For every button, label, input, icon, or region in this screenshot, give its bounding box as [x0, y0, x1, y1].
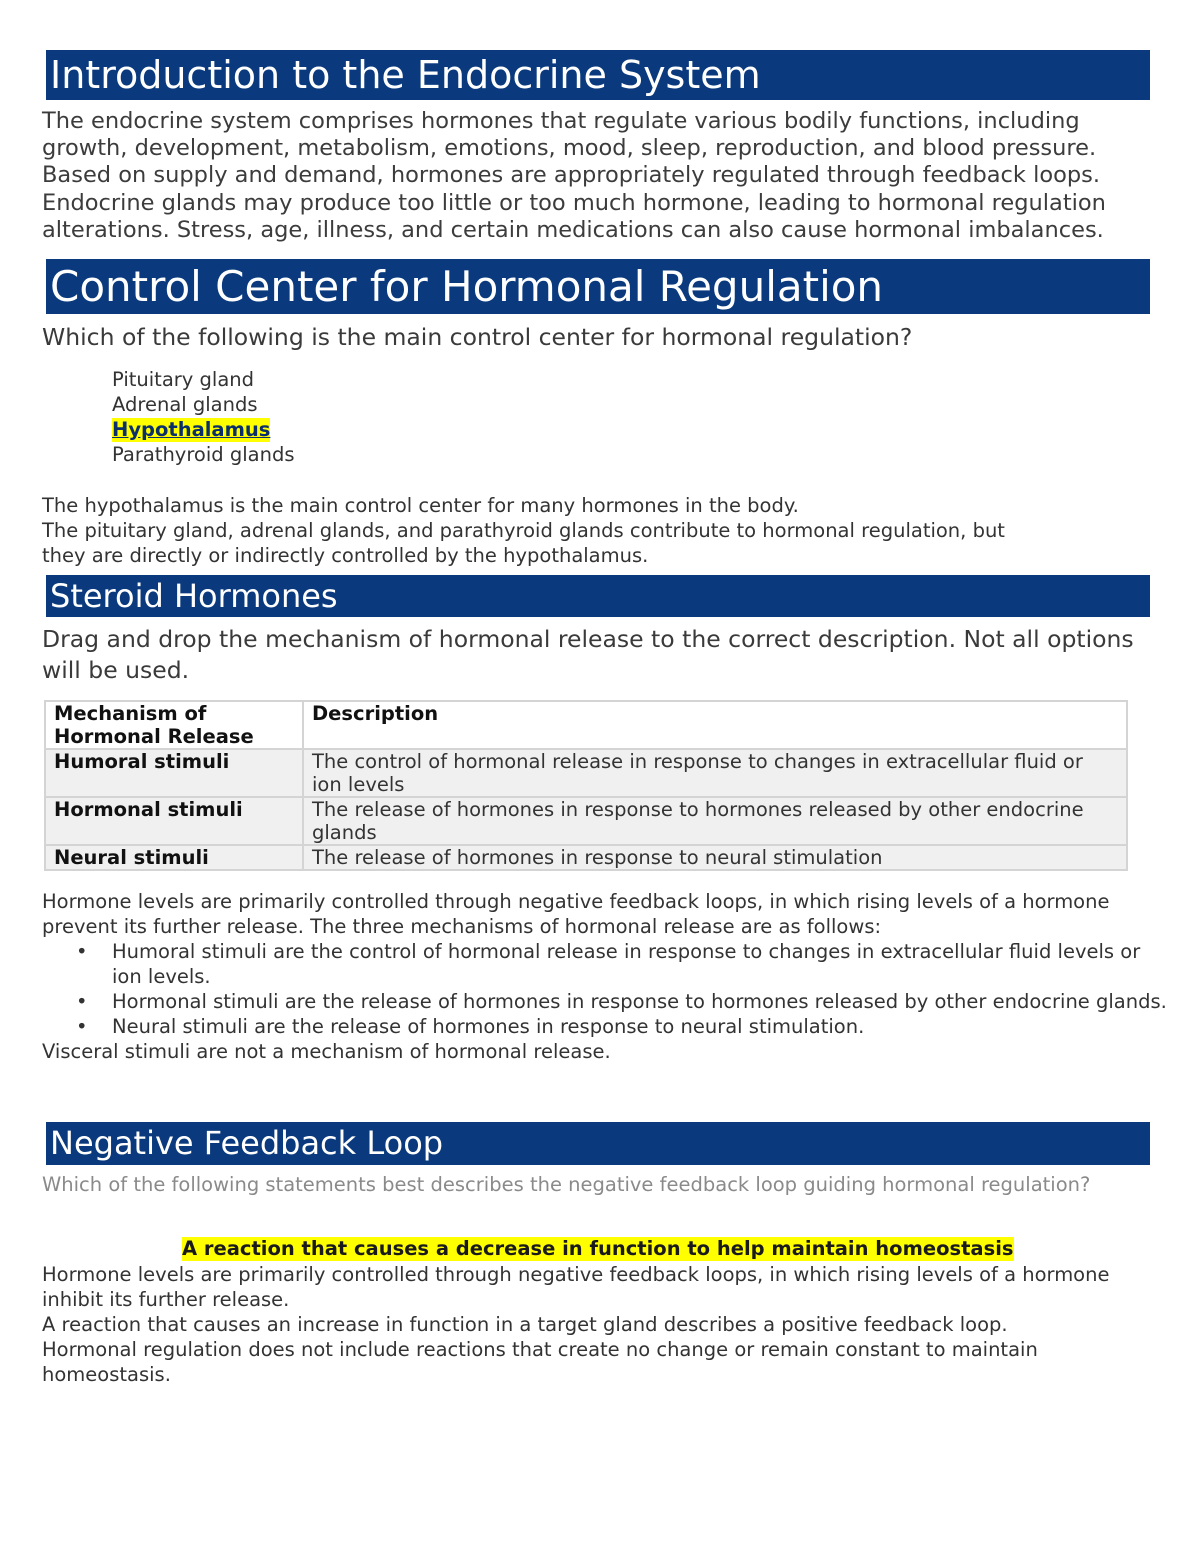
answer-options — [112, 367, 295, 467]
question-text: Which of the following is the main control center for hormonal regulation? — [42, 323, 913, 351]
description-cell: The release of hormones in response to neural stimulation — [303, 845, 1127, 870]
answer-option[interactable]: Parathyroid glands — [112, 443, 295, 466]
text-line: Endocrine glands may produce too little or too much hormone, leading to hormonal regulation — [42, 189, 1106, 216]
mechanism-table — [44, 700, 1128, 871]
section-banner-intro — [46, 50, 1150, 100]
section-title: Steroid Hormones — [50, 577, 338, 615]
list-item-text: Hormonal stimuli are the release of hormones in response to hormones released by other endocrine glands. — [112, 990, 1167, 1013]
answer-option[interactable]: Adrenal glands — [112, 393, 258, 416]
text-line: The endocrine system comprises hormones that regulate various bodily functions, including — [42, 108, 1080, 134]
mechanism-cell[interactable]: Neural stimuli — [45, 845, 303, 870]
list-item — [42, 939, 1167, 989]
text-block: Hormone levels are primarily controlled through negative feedback loops, in which rising levels of a hormone prevent its further release. The three mechanisms of hormonal release are as follows: — [42, 890, 1110, 938]
table-row — [45, 797, 1127, 845]
section-title: Control Center for Hormonal Regulation — [50, 262, 884, 311]
table-row — [45, 749, 1127, 797]
table-header-row — [45, 701, 1127, 749]
text-line: alterations. Stress, age, illness, and certain medications can also cause hormonal imbalances. — [42, 216, 1104, 243]
text-line: Based on supply and demand, hormones are appropriately regulated through feedback loops. — [42, 162, 1101, 189]
column-header: Mechanism of Hormonal Release — [45, 701, 303, 749]
text-line: Visceral stimuli are not a mechanism of hormonal release. — [42, 1040, 611, 1063]
mechanism-cell[interactable]: Hormonal stimuli — [45, 797, 303, 845]
column-header: Description — [303, 701, 1127, 749]
question-text: Which of the following statements best describes the negative feedback loop guiding hormonal regulation? — [42, 1173, 1091, 1196]
intro-paragraph — [42, 108, 1172, 244]
text-block: Hormone levels are primarily controlled through negative feedback loops, in which rising levels of a hormone inhibit its further release. — [42, 1263, 1110, 1311]
explanation-paragraph — [42, 1262, 1167, 1387]
answer-option-correct[interactable]: Hypothalamus — [112, 418, 271, 441]
table-row — [45, 845, 1127, 870]
explanation-paragraph — [42, 889, 1167, 1064]
description-cell: The control of hormonal release in response to changes in extracellular fluid or ion levels — [303, 749, 1127, 797]
text-line: The pituitary gland, adrenal glands, and parathyroid glands contribute to hormonal regulation, but — [42, 519, 1005, 542]
bullet-icon: • — [76, 940, 88, 963]
section-banner-control-center — [46, 259, 1150, 314]
mechanism-cell[interactable]: Humoral stimuli — [45, 749, 303, 797]
list-item — [42, 989, 1167, 1014]
text-block: Hormonal regulation does not include reactions that create no change or remain constant to maintain homeostasis. — [42, 1338, 1038, 1386]
text-line: growth, development, metabolism, emotions, mood, sleep, reproduction, and blood pressure. — [42, 135, 1097, 162]
bullet-icon: • — [76, 1015, 88, 1038]
list-item-text: Humoral stimuli are the control of hormonal release in response to changes in extracellular fluid levels or ion levels. — [112, 940, 1141, 988]
text-line: they are directly or indirectly controlled by the hypothalamus. — [42, 544, 649, 567]
section-title: Negative Feedback Loop — [50, 1124, 444, 1162]
list-item — [42, 1014, 1167, 1039]
section-banner-steroid — [46, 575, 1150, 617]
answer-option-correct[interactable]: A reaction that causes a decrease in function to help maintain homeostasis — [182, 1237, 1014, 1260]
bullet-icon: • — [76, 990, 88, 1013]
description-cell: The release of hormones in response to hormones released by other endocrine glands — [303, 797, 1127, 845]
answer-option[interactable]: Pituitary gland — [112, 368, 255, 391]
bullet-list — [42, 939, 1167, 1039]
section-banner-negative-feedback — [46, 1122, 1150, 1165]
text-block: A reaction that causes an increase in function in a target gland describes a positive feedback loop. — [42, 1313, 1008, 1336]
question-text: Drag and drop the mechanism of hormonal release to the correct description. Not all options will be used. — [42, 625, 1134, 684]
text-line: The hypothalamus is the main control center for many hormones in the body. — [42, 494, 799, 517]
list-item-text: Neural stimuli are the release of hormones in response to neural stimulation. — [112, 1015, 865, 1038]
explanation-paragraph — [42, 493, 1005, 568]
section-title: Introduction to the Endocrine System — [50, 53, 761, 97]
